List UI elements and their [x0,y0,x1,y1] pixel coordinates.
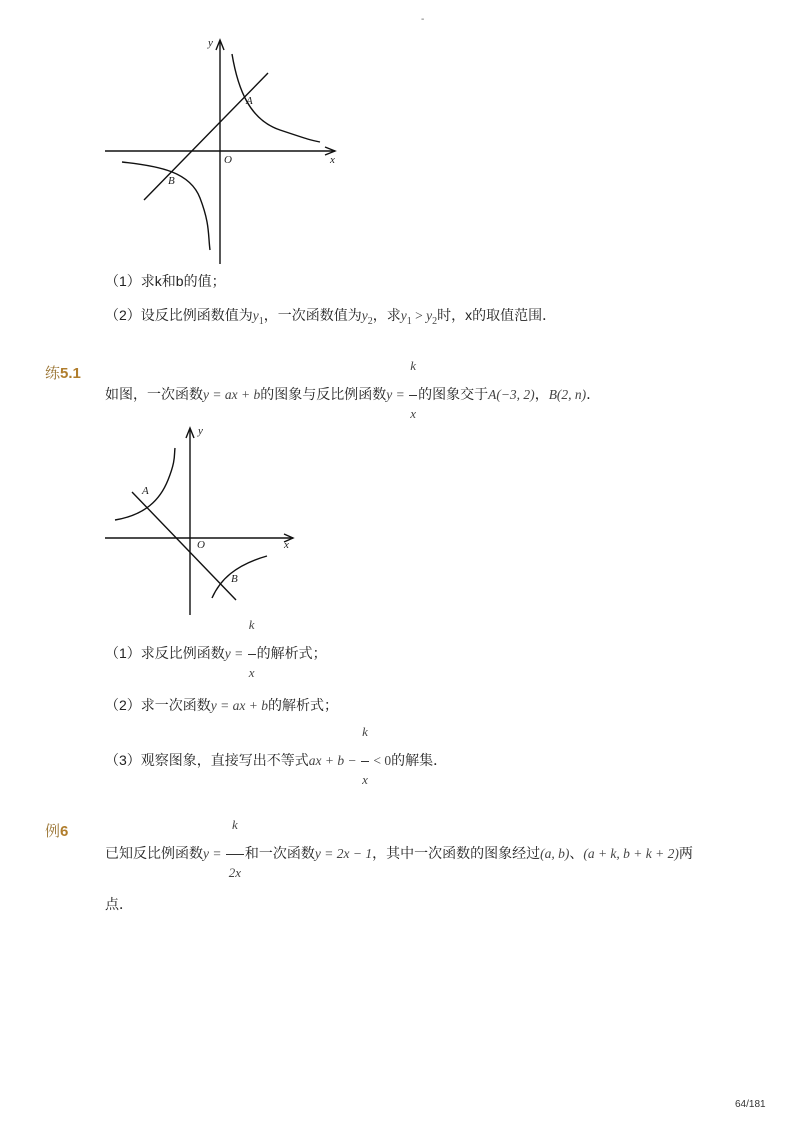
q2-y1b: y [400,308,407,323]
ex51-q1-y-eq: y = [224,646,247,661]
ex51-q3-text-a: （3）观察图象，直接写出不等式 [105,752,309,768]
graph2-x-label: x [284,539,289,551]
ex6-sep: 、 [569,845,584,861]
graph1-line [144,73,268,200]
ex6-statement [105,817,693,880]
ex51-q2-eq: y = ax + b [210,698,269,713]
q2-sub-2b: 2 [432,316,438,327]
ex6-fraction [225,817,245,880]
ex6-text-d: 两 [678,845,693,861]
ex51-q1-frac-num: k [248,617,255,632]
ex51-fraction [408,358,418,421]
q2-gt: > [411,308,427,323]
ex51-q1-text-a: （1）求反比例函数 [105,645,225,661]
ex6-text-b: 和一次函数 [244,845,315,861]
graph2-point-a-label: A [142,485,149,497]
graph-figure-2 [100,420,300,620]
example-6-label [45,820,68,841]
q2-text-d: 时，x的取值范围． [437,307,557,323]
prev-question-2 [105,305,556,325]
ex6-linear-eq: y = 2x − 1 [314,846,373,861]
ex51-q2-text-b: 的解析式； [268,697,339,713]
ex51-q1-text-b: 的解析式； [256,645,327,661]
graph2-line [132,492,236,600]
graph1-point-b-label: B [168,175,175,187]
q2-text-a: （2）设反比例函数值为 [105,307,253,323]
ex51-point-b: B(2, n) [548,387,587,402]
ex51-text-c: 的图象交于 [418,386,489,402]
ex6-point-1: (a, b) [540,846,570,861]
graph2-point-b-label: B [231,573,238,585]
ex51-comma: ， [534,386,549,402]
ex6-text-a: 已知反比例函数 [105,845,203,861]
ex6-point-2: (a + k, b + k + 2) [583,846,679,861]
graph2-hyperbola-upper [115,448,175,520]
graph-figure-1 [100,30,340,270]
graph2-hyperbola-lower [212,556,267,598]
ex51-q1-fraction [247,617,257,680]
q2-y1: y [252,308,259,323]
ex6-frac-num: k [231,817,238,832]
ex6-y-eq: y = [203,846,225,861]
graph1-point-a-label: A [246,95,253,107]
ex51-text-b: 的图象与反比例函数 [260,386,387,402]
graph1-x-label: x [330,154,335,166]
ex51-frac-den: x [410,406,416,421]
ex51-y-eq: y = [386,387,409,402]
ex51-point-a: A(−3, 2) [488,387,535,402]
graph1-origin-label: O [224,154,232,166]
graph1-hyperbola-lower [122,162,210,250]
q2-sub-1b: 1 [406,316,412,327]
ex51-question-3 [105,724,448,787]
page-number: 64/181 [735,1099,766,1110]
exercise-5-1-label [45,362,81,383]
graph2-origin-label: O [197,539,205,551]
ex51-q3-fraction [360,724,370,787]
q2-text-c: ，求 [372,307,401,323]
graph1-y-label: y [208,37,213,49]
prev-question-1: （1）求k和b的值； [105,273,226,289]
ex51-q1-frac-den: x [248,665,255,680]
ex51-q3-frac-den: x [362,772,368,787]
ex51-label-prefix: 练 [45,365,61,382]
ex51-q3-text-b: 的解集． [391,752,448,768]
ex51-question-2 [105,695,338,715]
ex51-q3-lt: < 0 [370,753,392,768]
q2-y2: y [361,308,368,323]
ex6-continuation: 点． [105,896,133,912]
ex6-text-c: ，其中一次函数的图象经过 [372,845,541,861]
q2-sub-2: 2 [367,316,373,327]
ex51-q2-text-a: （2）求一次函数 [105,697,211,713]
q2-text-b: ，一次函数值为 [263,307,362,323]
ex51-q3-expr: ax + b − [308,753,361,768]
ex51-frac-num: k [410,358,416,373]
ex51-text-a: 如图，一次函数 [105,386,203,402]
ex51-label-num: 5.1 [60,365,81,382]
header-mark: - [421,14,425,25]
q2-y2b: y [426,308,433,323]
graph2-y-label: y [198,425,203,437]
ex6-frac-den: 2x [228,865,241,880]
ex51-end: ． [586,386,601,402]
ex51-linear-eq: y = ax + b [203,387,261,402]
ex6-label-prefix: 例 [45,823,61,840]
ex51-statement [105,358,601,421]
ex51-q3-frac-num: k [362,724,368,739]
ex51-question-1 [105,617,327,680]
q2-sub-1: 1 [258,316,264,327]
ex6-label-num: 6 [60,823,69,840]
